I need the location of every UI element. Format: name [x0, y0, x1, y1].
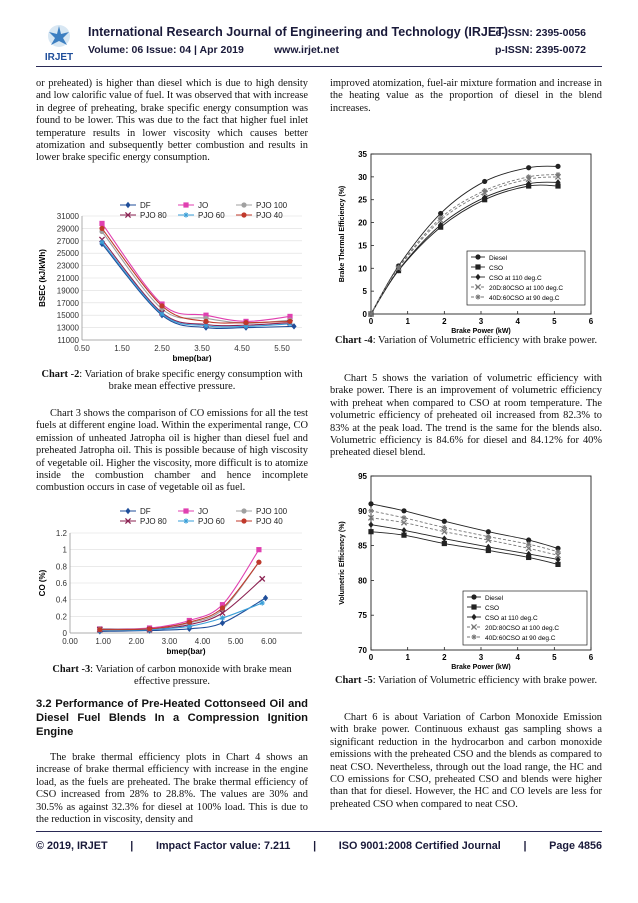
data-point: [526, 174, 531, 179]
left-para-3: The brake thermal efficiency plots in Chart 4 shows an increase of brake thermal efficiency with increase in the engine load, as the fuels are preheated. The brake thermal efficiency of CSO increased from 28% to 28.8%. The values are 30% and 30.5% as against 32.3% for diesel at 100% load. This is due to the reduction in viscosity, density and: [36, 752, 308, 826]
left-para-2: Chart 3 shows the comparison of CO emissions for all the test fuels at different engine load. Within the experimental range, CO emission of unheated Jatropha oil is higher than diesel fuel and preheated Jatropha oil. This is possible because of high viscosity of vegetable oil. Higher the viscosity, more difficult is to atomize inside the combustion chamber and hence incomplete combustion occurs in case of vegetable oil as fuel.: [36, 408, 308, 494]
chart-3-caption-text: : Variation of carbon monoxide with brake mean effective pressure.: [90, 664, 292, 688]
series-40d-60cso-at-90-deg-c: [368, 508, 560, 554]
x-tick-label: 1: [405, 653, 410, 662]
data-point: [256, 547, 261, 552]
legend-marker: [475, 254, 480, 259]
chart-2-caption-text: : Variation of brake specific energy consumption with brake mean effective pressure.: [79, 369, 303, 393]
legend-label: Diesel: [485, 595, 504, 602]
x-tick-label: 6.00: [261, 637, 277, 646]
chart-3-caption-label: Chart -3: [52, 664, 91, 675]
data-point: [99, 226, 104, 231]
series-line: [102, 223, 290, 321]
data-point: [526, 165, 531, 170]
x-tick-label: 0: [368, 317, 374, 326]
y-tick-label: 35: [358, 150, 367, 159]
data-point: [401, 508, 406, 513]
footer-copyright: © 2019, IRJET: [36, 840, 108, 852]
data-point: [147, 626, 152, 631]
eissn: e-ISSN: 2395-0056: [495, 27, 586, 39]
x-tick-label: 6: [588, 653, 594, 662]
y-tick-label: 1: [62, 545, 67, 555]
legend-marker: [241, 508, 246, 513]
x-tick-label: 4: [515, 317, 520, 326]
x-tick-label: 0: [368, 653, 374, 662]
y-tick-label: 80: [358, 576, 367, 586]
footer-impact: Impact Factor value: 7.211: [155, 840, 291, 852]
volume-info: Volume: 06 Issue: 04 | Apr 2019: [88, 44, 244, 56]
x-axis-label: Brake Power (kW): [451, 328, 511, 335]
legend: [120, 507, 288, 526]
legend-marker: [183, 518, 188, 523]
footer-sep-2: |: [313, 840, 317, 852]
legend-marker: [125, 508, 130, 514]
y-tick-label: 21000: [56, 274, 79, 283]
y-tick-label: 25: [358, 195, 367, 205]
y-tick-label: 15000: [56, 311, 79, 321]
y-tick-label: 0.8: [55, 562, 67, 572]
data-point: [526, 542, 531, 547]
journal-title: International Research Journal of Engineering and Technology (IRJET): [88, 25, 508, 39]
chart-2-caption-label: Chart -2: [41, 369, 80, 380]
irjet-logo: [38, 22, 80, 64]
y-axis-label: BSEC (kJ/kWh): [38, 249, 47, 307]
header-rule: [36, 66, 602, 67]
x-tick-label: 3: [478, 317, 484, 326]
data-point: [442, 535, 447, 541]
x-axis-label: bmep(bar): [172, 354, 212, 362]
legend-label: PJO 60: [198, 517, 225, 526]
y-axis-label: CO (%): [38, 569, 47, 597]
legend-marker: [125, 202, 130, 208]
data-point: [203, 319, 208, 324]
x-tick-label: 1.00: [95, 637, 111, 646]
data-point: [555, 172, 560, 177]
legend-label: PJO 60: [198, 211, 225, 220]
y-tick-label: 31000: [56, 212, 79, 221]
website-link[interactable]: www.irjet.net: [274, 44, 339, 56]
y-tick-label: 0: [362, 310, 367, 319]
y-tick-label: 27000: [56, 236, 79, 246]
legend-marker: [241, 202, 246, 207]
logo-text: IRJET: [44, 52, 74, 63]
data-point: [368, 508, 373, 513]
y-tick-label: 29000: [56, 224, 79, 234]
series-jo: [99, 221, 292, 324]
footer-page: Page 4856: [549, 840, 602, 852]
y-tick-label: 19000: [56, 286, 79, 296]
legend: [467, 251, 585, 305]
series-pjo-60: [97, 600, 265, 633]
left-para-1: or preheated) is higher than diesel which is due to high density and low calorific value of fuel. It was observed that with increase in degree of preheating, brake specific energy consumption was found to be lower. This was due to the fact that higher fuel inlet temperature results in lower viscosity which causes better atomization and subsequently better combustion and results in lower brake specific energy consumption.: [36, 78, 308, 164]
chart-5: [335, 470, 597, 670]
legend-label: PJO 80: [140, 211, 167, 220]
x-tick-label: 0.00: [62, 637, 78, 646]
legend-marker: [241, 212, 246, 217]
series-line: [100, 562, 259, 629]
chart-2-caption: [36, 369, 308, 394]
data-point: [368, 529, 373, 534]
footer-sep-3: |: [523, 840, 527, 852]
x-tick-label: 1.50: [114, 344, 130, 353]
x-tick-label: 5.50: [274, 344, 290, 353]
y-tick-label: 75: [358, 611, 367, 621]
y-tick-label: 25000: [56, 249, 79, 259]
data-point: [555, 549, 560, 554]
y-tick-label: 85: [358, 541, 367, 551]
data-point: [486, 529, 491, 534]
data-point: [555, 164, 560, 169]
chart-5-caption: [330, 675, 602, 687]
x-tick-label: 3.50: [194, 344, 210, 353]
data-point: [368, 501, 373, 506]
legend-label: DF: [140, 201, 151, 210]
x-tick-label: 2.00: [128, 637, 145, 646]
legend-marker: [471, 604, 476, 609]
legend-marker: [471, 634, 476, 639]
x-tick-label: 3.00: [161, 637, 178, 646]
chart-2: [36, 200, 308, 362]
legend-label: 40D:60CSO at 90 deg.C: [489, 295, 560, 302]
legend-label: CSO at 110 deg.C: [489, 275, 542, 282]
legend-marker: [183, 202, 188, 207]
chart-3: [36, 505, 308, 665]
legend-label: PJO 40: [256, 211, 283, 220]
data-point: [442, 525, 447, 530]
y-tick-label: 5: [362, 287, 367, 297]
footer: [36, 840, 602, 852]
y-tick-label: 11000: [57, 336, 79, 345]
chart-5-caption-text: : Variation of Volumetric efficiency with brake power.: [372, 675, 598, 686]
data-point: [220, 605, 225, 610]
data-point: [263, 595, 268, 601]
data-point: [368, 522, 373, 528]
legend-label: PJO 100: [256, 507, 288, 516]
data-point: [260, 576, 265, 581]
section-heading: 3.2 Performance of Pre-Heated Cottonseed Oil and Diesel Fuel Blends In a Compression Ignition Engine: [36, 698, 308, 738]
y-tick-label: 0.6: [55, 579, 67, 588]
legend: [463, 591, 587, 645]
series-diesel: [368, 501, 560, 551]
data-point: [438, 211, 443, 216]
chart-4-caption-text: : Variation of Volumetric efficiency with brake power.: [372, 335, 598, 346]
x-tick-label: 5.00: [227, 637, 244, 646]
series-20d-80cso-at-100-deg-c: [368, 515, 560, 558]
x-tick-label: 0.50: [74, 344, 90, 353]
series-cso-at-110-deg-c: [368, 522, 560, 563]
legend-label: JO: [198, 507, 209, 516]
x-tick-label: 6: [588, 317, 594, 326]
y-tick-label: 70: [358, 646, 367, 655]
x-tick-label: 4: [515, 653, 520, 662]
y-tick-label: 30: [358, 172, 367, 182]
legend-marker: [471, 594, 476, 599]
series-line: [102, 240, 290, 326]
x-axis-label: bmep(bar): [166, 647, 206, 656]
x-tick-label: 2.50: [154, 344, 170, 353]
data-point: [401, 527, 406, 533]
right-para-1: improved atomization, fuel-air mixture formation and increase in the heating value as the proportion of diesel in the blend increases.: [330, 78, 602, 114]
y-axis-label: Brake Thermal Efficiency (%): [339, 185, 346, 283]
footer-iso: ISO 9001:2008 Certified Journal: [338, 840, 501, 852]
chart-4: [335, 148, 597, 336]
legend-label: CSO at 110 deg.C: [485, 615, 538, 622]
data-point: [256, 560, 261, 565]
legend-label: PJO 100: [256, 201, 288, 210]
chart-4-caption-label: Chart -4: [334, 335, 373, 346]
data-point: [401, 515, 406, 520]
y-tick-label: 0: [62, 629, 67, 638]
data-point: [159, 303, 164, 308]
data-point: [97, 627, 102, 632]
x-tick-label: 4.50: [234, 344, 250, 353]
y-tick-label: 0.4: [55, 595, 67, 605]
series-line: [102, 232, 290, 324]
y-axis-label: Volumetric Efficiency (%): [339, 521, 346, 605]
chart-3-caption: [36, 664, 308, 689]
y-tick-label: 23000: [56, 261, 79, 271]
legend-marker: [183, 508, 188, 513]
legend-label: 40D:60CSO at 90 deg.C: [485, 635, 556, 642]
x-tick-label: 3: [478, 653, 484, 662]
data-point: [442, 519, 447, 524]
pissn: p-ISSN: 2395-0072: [494, 44, 586, 56]
legend-marker: [183, 212, 188, 217]
right-para-3: Chart 6 is about Variation of Carbon Monoxide Emission with brake power. Continuous exhaust gas sampling shows a significant reduction in the hydrocarbon and carbon monoxide emissions with the preheated CSO and the blends as compared to neat CSO. Nevertheless, through out the load range, the HC and CO emissions for CSO, preheated CSO and blends were higher than that for diesel. However, the HC and CO levels are less for preheated CSO when compared to neat CSO.: [330, 712, 602, 810]
data-point: [287, 319, 292, 324]
y-tick-label: 15: [358, 241, 367, 251]
legend-marker: [241, 518, 246, 523]
legend-label: JO: [198, 201, 209, 210]
data-point: [220, 620, 225, 626]
legend-label: DF: [140, 507, 151, 516]
data-point: [243, 320, 248, 325]
legend-marker: [475, 264, 480, 269]
legend-label: PJO 40: [256, 517, 283, 526]
right-para-2: Chart 5 shows the variation of volumetric efficiency with brake power. There is an improvement of volumetric efficiency with preheat when compared to CSO at room temperature. The volumetric efficiency of preheated oil increased from 82.3% to 83% at the peak load. The trend is the same for the blends also. Volumetric efficiency is 84.6% for diesel and 84.12% for 40% preheated diesel blend.: [330, 373, 602, 459]
y-tick-label: 0.2: [55, 612, 67, 622]
legend: [120, 201, 288, 220]
legend-label: CSO: [489, 265, 504, 272]
x-tick-label: 2: [442, 317, 447, 326]
legend-label: Diesel: [489, 255, 508, 262]
legend-marker: [475, 294, 480, 299]
series-cso: [368, 529, 560, 567]
chart-5-caption-label: Chart -5: [334, 675, 373, 686]
chart-4-caption: [330, 335, 602, 347]
data-point: [482, 179, 487, 184]
legend-label: 20D:80CSO at 100 deg.C: [489, 285, 564, 292]
legend-label: PJO 80: [140, 517, 167, 526]
footer-sep-1: |: [130, 840, 134, 852]
series-jo: [97, 547, 261, 631]
x-tick-label: 1: [405, 317, 410, 326]
data-point: [187, 620, 192, 625]
x-tick-label: 5: [552, 653, 557, 662]
y-tick-label: 13000: [56, 323, 79, 333]
x-tick-label: 5: [552, 317, 557, 326]
series-pjo-100: [97, 560, 261, 632]
x-axis-label: Brake Power (kW): [451, 664, 511, 670]
y-tick-label: 10: [358, 264, 367, 274]
series-pjo-60: [99, 239, 292, 329]
y-tick-label: 17000: [56, 298, 79, 308]
series-pjo-40: [97, 560, 261, 633]
y-tick-label: 95: [358, 472, 367, 481]
legend-label: 20D:80CSO at 100 deg.C: [485, 625, 560, 632]
data-point: [99, 221, 104, 226]
data-point: [99, 239, 104, 244]
footer-rule: [36, 831, 602, 832]
series-df: [99, 241, 296, 331]
legend-label: CSO: [485, 605, 500, 612]
y-tick-label: 1.2: [55, 529, 67, 538]
x-tick-label: 4.00: [194, 637, 211, 646]
x-tick-label: 2: [442, 653, 447, 662]
y-tick-label: 90: [358, 506, 367, 516]
y-tick-label: 20: [358, 218, 367, 228]
series-line: [102, 244, 294, 329]
